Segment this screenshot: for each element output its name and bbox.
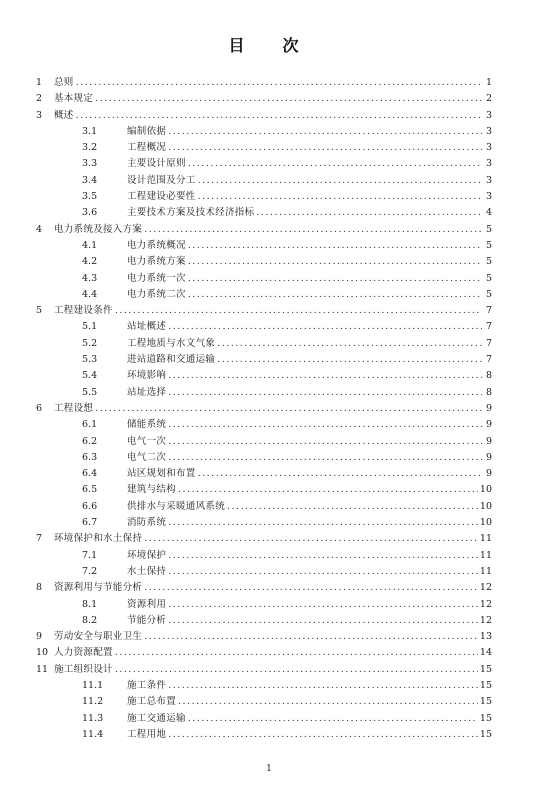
- toc-dot-leader: [168, 368, 482, 384]
- toc-entry-title: 电气一次: [127, 435, 167, 447]
- toc-entry-title: 电力系统概况: [127, 239, 186, 251]
- toc-entry-page-number: 3: [485, 125, 492, 137]
- toc-entry-number: 7.1: [82, 549, 98, 561]
- toc-entry-number: 3.2: [82, 142, 98, 154]
- toc-entry-title: 站址选择: [127, 386, 167, 398]
- toc-section-entry[interactable]: [36, 694, 492, 710]
- toc-dot-leader: [144, 629, 478, 645]
- table-of-contents: [36, 75, 492, 743]
- toc-entry-page-number: 9: [485, 419, 492, 431]
- toc-section-entry[interactable]: [36, 499, 492, 515]
- toc-entry-title: 基本规定: [54, 93, 94, 105]
- toc-section-entry[interactable]: [36, 238, 492, 254]
- toc-chapter-entry[interactable]: [36, 108, 492, 124]
- toc-chapter-entry[interactable]: [36, 222, 492, 238]
- toc-entry-number: 6.7: [82, 517, 98, 529]
- toc-entry-title: 环境保护和水土保持: [54, 533, 143, 545]
- toc-entry-title: 资源利用与节能分析: [54, 582, 143, 594]
- toc-section-entry[interactable]: [36, 450, 492, 466]
- toc-entry-number: 6.6: [82, 500, 98, 512]
- toc-chapter-entry[interactable]: [36, 401, 492, 417]
- toc-entry-number: 8: [36, 582, 43, 594]
- toc-dot-leader: [115, 303, 482, 319]
- toc-entry-title: 环境保护: [127, 549, 167, 561]
- toc-entry-number: 4.2: [82, 256, 98, 268]
- toc-entry-page-number: 11: [479, 565, 492, 577]
- toc-entry-number: 6.5: [82, 484, 98, 496]
- toc-section-entry[interactable]: [36, 189, 492, 205]
- toc-entry-number: 3.1: [82, 125, 98, 137]
- toc-entry-page-number: 7: [485, 354, 492, 366]
- toc-dot-leader: [168, 450, 482, 466]
- toc-section-entry[interactable]: [36, 319, 492, 335]
- toc-entry-title: 工程建设条件: [54, 305, 113, 317]
- toc-entry-page-number: 9: [485, 451, 492, 463]
- toc-entry-page-number: 5: [485, 239, 492, 251]
- toc-entry-number: 8.1: [82, 598, 98, 610]
- toc-dot-leader: [198, 466, 482, 482]
- toc-dot-leader: [188, 271, 482, 287]
- toc-dot-leader: [168, 124, 482, 140]
- toc-section-entry[interactable]: [36, 434, 492, 450]
- toc-dot-leader: [115, 645, 478, 661]
- toc-dot-leader: [168, 727, 478, 743]
- toc-entry-title: 主要技术方案及技术经济指标: [127, 207, 255, 219]
- toc-section-entry[interactable]: [36, 727, 492, 743]
- toc-section-entry[interactable]: [36, 124, 492, 140]
- toc-section-entry[interactable]: [36, 385, 492, 401]
- toc-chapter-entry[interactable]: [36, 75, 492, 91]
- toc-section-entry[interactable]: [36, 678, 492, 694]
- toc-entry-number: 11.3: [82, 712, 104, 724]
- toc-chapter-entry[interactable]: [36, 531, 492, 547]
- toc-chapter-entry[interactable]: [36, 629, 492, 645]
- toc-section-entry[interactable]: [36, 254, 492, 270]
- toc-entry-number: 4.4: [82, 288, 98, 300]
- toc-section-entry[interactable]: [36, 173, 492, 189]
- toc-entry-number: 11: [36, 663, 49, 675]
- toc-entry-number: 5.4: [82, 370, 98, 382]
- toc-dot-leader: [168, 140, 482, 156]
- toc-entry-page-number: 8: [485, 370, 492, 382]
- toc-entry-title: 电气二次: [127, 451, 167, 463]
- toc-entry-page-number: 9: [485, 435, 492, 447]
- toc-dot-leader: [227, 499, 478, 515]
- toc-section-entry[interactable]: [36, 564, 492, 580]
- toc-section-entry[interactable]: [36, 515, 492, 531]
- toc-entry-title: 资源利用: [127, 598, 167, 610]
- toc-entry-title: 施工条件: [127, 679, 167, 691]
- toc-section-entry[interactable]: [36, 482, 492, 498]
- toc-dot-leader: [188, 238, 482, 254]
- toc-entry-number: 3.5: [82, 191, 98, 203]
- toc-entry-number: 6.1: [82, 419, 98, 431]
- toc-entry-title: 主要设计原则: [127, 158, 186, 170]
- toc-entry-page-number: 15: [479, 712, 492, 724]
- toc-entry-title: 施工组织设计: [54, 663, 113, 675]
- toc-entry-title: 编制依据: [127, 125, 167, 137]
- toc-entry-page-number: 7: [485, 337, 492, 349]
- toc-entry-number: 3.6: [82, 207, 98, 219]
- toc-entry-number: 5.1: [82, 321, 98, 333]
- toc-dot-leader: [168, 515, 478, 531]
- page-number: 1: [266, 764, 272, 774]
- toc-section-entry[interactable]: [36, 156, 492, 172]
- toc-section-entry[interactable]: [36, 597, 492, 613]
- toc-entry-number: 4: [36, 223, 43, 235]
- toc-entry-page-number: 10: [479, 484, 492, 496]
- toc-entry-page-number: 12: [479, 582, 492, 594]
- toc-dot-leader: [76, 75, 482, 91]
- toc-entry-page-number: 14: [479, 647, 492, 659]
- toc-dot-leader: [168, 678, 478, 694]
- toc-entry-page-number: 9: [485, 468, 492, 480]
- toc-chapter-entry[interactable]: [36, 580, 492, 596]
- toc-entry-number: 3.4: [82, 174, 98, 186]
- toc-dot-leader: [178, 482, 478, 498]
- toc-chapter-entry[interactable]: [36, 303, 492, 319]
- toc-entry-title: 节能分析: [127, 614, 167, 626]
- toc-entry-title: 设计范围及分工: [127, 174, 196, 186]
- toc-entry-page-number: 15: [479, 728, 492, 740]
- toc-entry-title: 概述: [54, 109, 74, 121]
- toc-entry-number: 11.2: [82, 696, 104, 708]
- toc-dot-leader: [144, 580, 478, 596]
- toc-section-entry[interactable]: [36, 205, 492, 221]
- toc-entry-title: 工程建设必要性: [127, 191, 196, 203]
- toc-entry-number: 6.3: [82, 451, 98, 463]
- toc-entry-page-number: 10: [479, 517, 492, 529]
- toc-dot-leader: [217, 352, 482, 368]
- toc-entry-number: 11.4: [82, 728, 104, 740]
- toc-entry-page-number: 15: [479, 696, 492, 708]
- toc-entry-number: 5.3: [82, 354, 98, 366]
- toc-entry-number: 10: [36, 647, 49, 659]
- toc-entry-page-number: 15: [479, 663, 492, 675]
- toc-dot-leader: [217, 336, 482, 352]
- toc-dot-leader: [95, 91, 482, 107]
- toc-entry-page-number: 13: [479, 631, 492, 643]
- toc-dot-leader: [95, 401, 482, 417]
- toc-entry-title: 站址概述: [127, 321, 167, 333]
- toc-dot-leader: [256, 205, 482, 221]
- toc-dot-leader: [198, 189, 482, 205]
- toc-entry-title: 电力系统一次: [127, 272, 186, 284]
- toc-entry-page-number: 9: [485, 402, 492, 414]
- page-title: 目 次: [228, 36, 310, 55]
- toc-entry-page-number: 3: [485, 142, 492, 154]
- toc-entry-title: 电力系统及接入方案: [54, 223, 143, 235]
- toc-section-entry[interactable]: [36, 613, 492, 629]
- toc-dot-leader: [144, 222, 482, 238]
- toc-entry-title: 供排水与采暖通风系统: [127, 500, 226, 512]
- toc-section-entry[interactable]: [36, 271, 492, 287]
- toc-entry-number: 4.1: [82, 239, 98, 251]
- toc-section-entry[interactable]: [36, 287, 492, 303]
- toc-entry-page-number: 1: [485, 77, 492, 88]
- toc-section-entry[interactable]: [36, 352, 492, 368]
- toc-entry-page-number: 8: [485, 386, 492, 398]
- toc-dot-leader: [198, 173, 482, 189]
- toc-entry-title: 工程用地: [127, 728, 167, 740]
- toc-entry-title: 站区规划和布置: [127, 468, 196, 480]
- toc-entry-number: 6: [36, 402, 43, 414]
- toc-section-entry[interactable]: [36, 548, 492, 564]
- toc-entry-title: 施工总布置: [127, 696, 177, 708]
- toc-dot-leader: [168, 548, 478, 564]
- toc-entry-number: 11.1: [82, 679, 104, 691]
- toc-entry-number: 7: [36, 533, 43, 545]
- toc-dot-leader: [188, 287, 482, 303]
- toc-entry-title: 工程设想: [54, 402, 94, 414]
- toc-chapter-entry[interactable]: [36, 91, 492, 107]
- toc-dot-leader: [168, 613, 478, 629]
- toc-entry-page-number: 5: [485, 223, 492, 235]
- toc-entry-title: 电力系统方案: [127, 256, 186, 268]
- toc-entry-number: 8.2: [82, 614, 98, 626]
- toc-dot-leader: [178, 694, 478, 710]
- toc-dot-leader: [188, 711, 478, 727]
- toc-entry-title: 电力系统二次: [127, 288, 186, 300]
- toc-entry-page-number: 3: [485, 174, 492, 186]
- toc-entry-number: 9: [36, 631, 43, 643]
- toc-chapter-entry[interactable]: [36, 662, 492, 678]
- toc-entry-title: 施工交通运输: [127, 712, 186, 724]
- toc-entry-title: 人力资源配置: [54, 647, 113, 659]
- toc-entry-page-number: 10: [479, 500, 492, 512]
- toc-entry-number: 6.4: [82, 468, 98, 480]
- toc-section-entry[interactable]: [36, 466, 492, 482]
- toc-entry-number: 4.3: [82, 272, 98, 284]
- toc-section-entry[interactable]: [36, 140, 492, 156]
- toc-entry-number: 3: [36, 109, 43, 121]
- toc-entry-page-number: 3: [485, 158, 492, 170]
- toc-dot-leader: [168, 319, 482, 335]
- toc-entry-number: 5.2: [82, 337, 98, 349]
- toc-dot-leader: [168, 385, 482, 401]
- toc-dot-leader: [188, 156, 482, 172]
- toc-entry-page-number: 4: [485, 207, 492, 219]
- toc-dot-leader: [188, 254, 482, 270]
- toc-entry-page-number: 12: [479, 614, 492, 626]
- toc-dot-leader: [168, 434, 482, 450]
- toc-entry-title: 劳动安全与职业卫生: [54, 631, 143, 643]
- toc-section-entry[interactable]: [36, 711, 492, 727]
- toc-entry-page-number: 12: [479, 598, 492, 610]
- toc-entry-page-number: 3: [485, 191, 492, 203]
- toc-dot-leader: [76, 108, 482, 124]
- toc-entry-number: 5.5: [82, 386, 98, 398]
- toc-section-entry[interactable]: [36, 417, 492, 433]
- toc-dot-leader: [168, 417, 482, 433]
- toc-entry-number: 1: [36, 77, 43, 88]
- toc-entry-number: 2: [36, 93, 43, 105]
- toc-entry-page-number: 2: [485, 93, 492, 105]
- toc-entry-page-number: 5: [485, 288, 492, 300]
- toc-entry-page-number: 7: [485, 321, 492, 333]
- toc-entry-page-number: 7: [485, 305, 492, 317]
- toc-entry-title: 工程概况: [127, 142, 167, 154]
- toc-chapter-entry[interactable]: [36, 645, 492, 661]
- toc-entry-title: 总则: [54, 77, 74, 88]
- toc-entry-number: 5: [36, 305, 43, 317]
- toc-entry-title: 消防系统: [127, 517, 167, 529]
- toc-entry-title: 水土保持: [127, 565, 167, 577]
- toc-entry-number: 3.3: [82, 158, 98, 170]
- toc-entry-page-number: 3: [485, 109, 492, 121]
- toc-entry-title: 工程地质与水文气象: [127, 337, 216, 349]
- toc-entry-number: 6.2: [82, 435, 98, 447]
- toc-entry-title: 环境影响: [127, 370, 167, 382]
- toc-entry-title: 建筑与结构: [127, 484, 177, 496]
- toc-section-entry[interactable]: [36, 368, 492, 384]
- toc-dot-leader: [115, 662, 478, 678]
- toc-dot-leader: [168, 564, 478, 580]
- toc-entry-page-number: 5: [485, 272, 492, 284]
- toc-dot-leader: [144, 531, 478, 547]
- toc-entry-page-number: 11: [479, 549, 492, 561]
- toc-entry-page-number: 11: [479, 533, 492, 545]
- toc-section-entry[interactable]: [36, 336, 492, 352]
- toc-entry-page-number: 5: [485, 256, 492, 268]
- toc-entry-page-number: 15: [479, 679, 492, 691]
- toc-dot-leader: [168, 597, 478, 613]
- toc-entry-number: 7.2: [82, 565, 98, 577]
- toc-entry-title: 储能系统: [127, 419, 167, 431]
- toc-entry-title: 进站道路和交通运输: [127, 354, 216, 366]
